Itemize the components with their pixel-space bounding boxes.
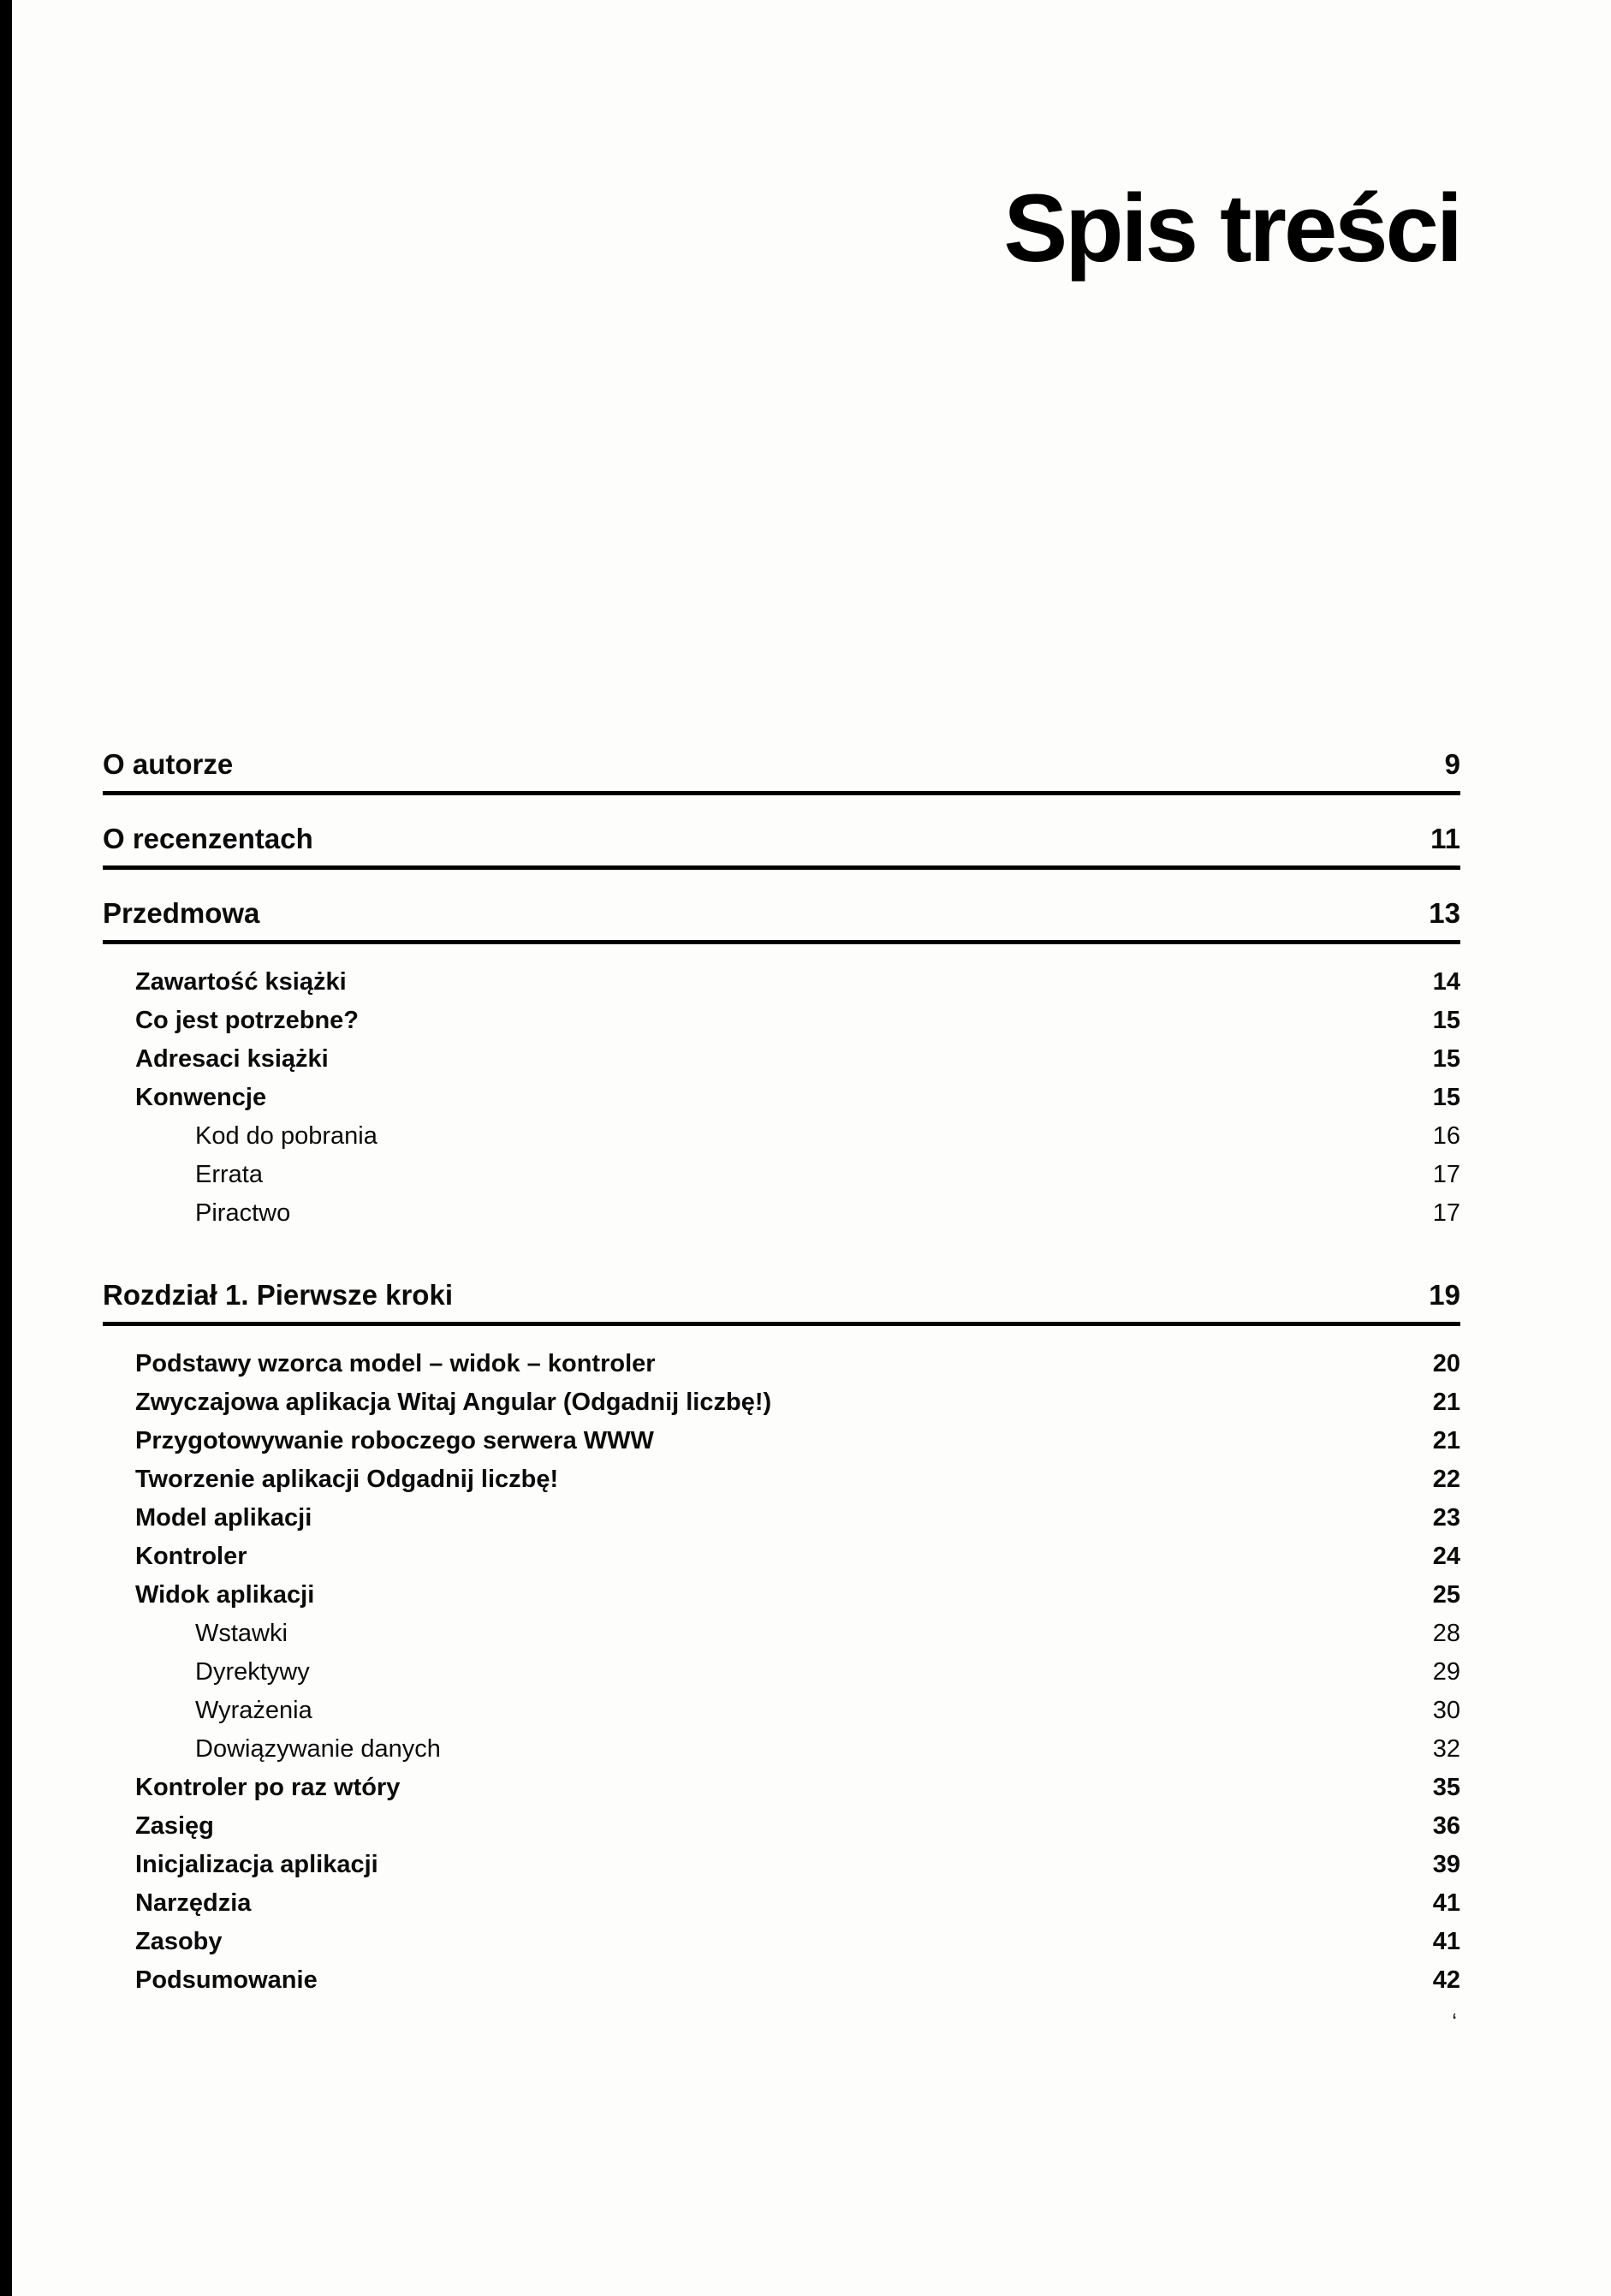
toc-item [103, 1499, 1460, 1538]
toc-item-label: Wyrażenia [195, 1696, 312, 1724]
toc-item-page: 29 [1432, 1657, 1460, 1686]
toc-section-heading [103, 1279, 1460, 1326]
toc-item-label: Przygotowywanie roboczego serwera WWW [135, 1426, 654, 1454]
toc-section-page: 13 [1429, 896, 1460, 929]
toc-item-label: Zwyczajowa aplikacja Witaj Angular (Odgadnij liczbę!) [135, 1388, 772, 1416]
toc-item-page: 15 [1432, 1044, 1460, 1073]
toc-item-label: Errata [195, 1160, 263, 1188]
toc-item-label: Dyrektywy [195, 1657, 310, 1686]
toc-item-page: 23 [1432, 1503, 1460, 1532]
toc-section [103, 823, 1460, 870]
toc-section-page: 11 [1430, 822, 1460, 854]
toc-item [103, 1422, 1460, 1460]
toc-item-page: 17 [1432, 1199, 1460, 1227]
toc-item-label: Zawartość książki [135, 967, 347, 996]
toc-section [103, 748, 1460, 795]
toc-item [103, 1653, 1460, 1692]
toc-item [103, 1807, 1460, 1846]
toc-item-page: 14 [1432, 967, 1460, 996]
toc-item-page: 22 [1432, 1465, 1460, 1493]
toc-section [103, 1279, 1460, 2000]
toc-section-page: 9 [1444, 747, 1460, 780]
toc-item-label: Wstawki [195, 1619, 288, 1647]
page-content [103, 0, 1460, 2035]
toc-section-title: O autorze [103, 747, 234, 780]
toc-item [103, 1002, 1460, 1040]
toc-item-page: 41 [1432, 1927, 1460, 1955]
toc-section-page: 19 [1429, 1278, 1460, 1311]
toc-section-heading [103, 823, 1460, 870]
page-title: Spis treści [1003, 175, 1460, 282]
toc-item [103, 1194, 1460, 1233]
toc-item-label: Kontroler [135, 1542, 247, 1570]
toc [103, 748, 1460, 2000]
toc-item [103, 1923, 1460, 1961]
scan-edge-bar [0, 0, 12, 2296]
toc-item-label: Kontroler po raz wtóry [135, 1773, 401, 1801]
toc-item-page: 36 [1432, 1811, 1460, 1840]
toc-item-page: 39 [1432, 1850, 1460, 1878]
toc-item [103, 1040, 1460, 1079]
toc-item-page: 21 [1432, 1426, 1460, 1454]
toc-item-label: Podsumowanie [135, 1966, 318, 1994]
toc-item [103, 963, 1460, 1002]
toc-item-label: Zasięg [135, 1811, 214, 1840]
toc-item-label: Co jest potrzebne? [135, 1006, 360, 1034]
toc-item-page: 30 [1432, 1696, 1460, 1724]
toc-section-title: Rozdział 1. Pierwsze kroki [103, 1278, 453, 1311]
toc-item-page: 15 [1432, 1083, 1460, 1111]
toc-item-page: 17 [1432, 1160, 1460, 1188]
toc-item [103, 1846, 1460, 1884]
toc-section-items [103, 1345, 1460, 2000]
toc-item-page: 20 [1432, 1349, 1460, 1377]
toc-section-title: Przedmowa [103, 896, 260, 929]
toc-item-page: 15 [1432, 1006, 1460, 1034]
toc-item-label: Konwencje [135, 1083, 267, 1111]
toc-item-page: 21 [1432, 1388, 1460, 1416]
toc-item [103, 1538, 1460, 1576]
toc-item [103, 1730, 1460, 1769]
toc-item [103, 1615, 1460, 1653]
toc-section-items [103, 963, 1460, 1233]
toc-item-page: 16 [1432, 1121, 1460, 1150]
toc-item-label: Dowiązywanie danych [195, 1734, 441, 1763]
toc-item [103, 1156, 1460, 1194]
toc-item-label: Narzędzia [135, 1889, 252, 1917]
toc-item [103, 1383, 1460, 1422]
toc-item [103, 1884, 1460, 1923]
toc-item-label: Podstawy wzorca model – widok – kontroler [135, 1349, 656, 1377]
toc-item-label: Widok aplikacji [135, 1580, 315, 1609]
toc-item-label: Tworzenie aplikacji Odgadnij liczbę! [135, 1465, 559, 1493]
toc-item [103, 1961, 1460, 2000]
toc-item [103, 1460, 1460, 1499]
toc-item [103, 1345, 1460, 1383]
toc-section [103, 897, 1460, 1233]
toc-item [103, 1117, 1460, 1156]
toc-item-label: Inicjalizacja aplikacji [135, 1850, 378, 1878]
toc-item [103, 1576, 1460, 1615]
toc-item-page: 25 [1432, 1580, 1460, 1609]
toc-item-label: Piractwo [195, 1199, 291, 1227]
toc-item-page: 32 [1432, 1734, 1460, 1763]
toc-section-heading [103, 748, 1460, 795]
toc-section-heading [103, 897, 1460, 944]
toc-item [103, 1079, 1460, 1117]
toc-item-label: Kod do pobrania [195, 1121, 377, 1150]
toc-item-page: 42 [1432, 1966, 1460, 1994]
toc-item-label: Zasoby [135, 1927, 223, 1955]
toc-item [103, 1692, 1460, 1730]
toc-item-page: 24 [1432, 1542, 1460, 1570]
toc-item-label: Model aplikacji [135, 1503, 312, 1532]
toc-item [103, 1769, 1460, 1807]
scan-artifact: ‘ [1452, 2008, 1457, 2034]
toc-item-page: 35 [1432, 1773, 1460, 1801]
toc-item-page: 41 [1432, 1889, 1460, 1917]
toc-section-title: O recenzentach [103, 822, 313, 854]
toc-item-page: 28 [1432, 1619, 1460, 1647]
toc-item-label: Adresaci książki [135, 1044, 329, 1073]
